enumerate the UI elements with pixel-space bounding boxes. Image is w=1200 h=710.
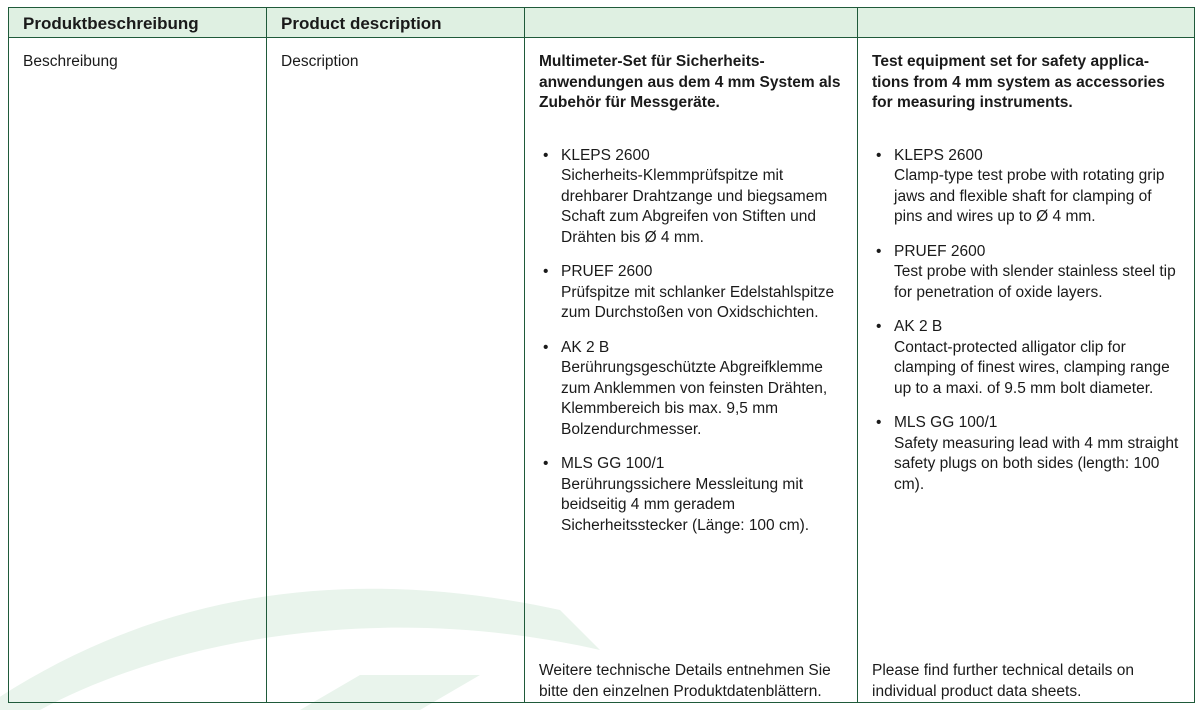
- row-label-en: Description: [267, 38, 525, 703]
- item-list-en: [872, 146, 1180, 496]
- product-spec-table: [8, 7, 1195, 703]
- intro-de: Multimeter-Set für Sicherheits-anwendungen aus dem 4 mm System als Zubehör für Messgeräte.: [539, 53, 841, 111]
- item-description: Berührungsgeschützte Abgreifklemme zum Anklemmen von feinsten Drähten, Klemmbereich bis max. 9,5 mm Bolzendurchmesser.: [561, 359, 828, 438]
- list-item: [872, 146, 1180, 228]
- header-empty-de: [525, 8, 858, 38]
- bullet-icon: •: [876, 242, 882, 260]
- list-item: [872, 413, 1180, 495]
- bullet-icon: •: [876, 414, 882, 431]
- list-item: [539, 338, 843, 441]
- list-item: [539, 146, 843, 249]
- header-product-description: Product description: [267, 8, 525, 38]
- intro-en: Test equipment set for safety applica-tions from 4 mm system as accessories for measuring instruments.: [872, 53, 1165, 111]
- item-name: PRUEF 2600: [561, 263, 653, 280]
- item-name: MLS GG 100/1: [894, 414, 998, 431]
- description-en-cell: [858, 38, 1195, 703]
- header-empty-en: [858, 8, 1195, 38]
- list-item: [539, 262, 843, 324]
- item-name: MLS GG 100/1: [561, 455, 665, 472]
- item-description: Clamp-type test probe with rotating grip jaws and flexible shaft for clamping of pins and wires up to Ø 4 mm.: [894, 167, 1165, 225]
- bullet-icon: •: [543, 263, 549, 280]
- item-description: Contact-protected alligator clip for clamping of finest wires, clamping range up to a maxi. of 9.5 mm bolt diameter.: [894, 338, 1170, 397]
- row-label-de: Beschreibung: [9, 38, 267, 703]
- list-item: [872, 317, 1180, 399]
- list-item: [872, 242, 1180, 304]
- description-row: [9, 38, 1195, 703]
- bullet-icon: •: [876, 146, 882, 164]
- item-name: KLEPS 2600: [894, 146, 983, 164]
- item-name: AK 2 B: [561, 338, 610, 356]
- description-de-cell: [525, 38, 858, 703]
- item-description: Test probe with slender stainless steel tip for penetration of oxide layers.: [894, 263, 1176, 301]
- item-list-de: [539, 146, 843, 537]
- item-description: Prüfspitze mit schlanker Edelstahlspitze zum Durchstoßen von Oxidschichten.: [561, 283, 835, 321]
- item-name: PRUEF 2600: [894, 242, 986, 260]
- item-description: Safety measuring lead with 4 mm straight safety plugs on both sides (length: 100 cm).: [894, 434, 1179, 493]
- list-item: [539, 454, 843, 536]
- footer-note-en: Please find further technical details on individual product data sheets.: [872, 662, 1134, 700]
- item-description: Sicherheits-Klemmprüfspitze mit drehbarer Drahtzange und biegsamem Schaft zum Abgreifen von Stiften und Drähten bis Ø 4 mm.: [561, 167, 828, 246]
- table-header-row: [9, 8, 1195, 38]
- item-description: Berührungssichere Messleitung mit beidseitig 4 mm geradem Sicherheitsstecker (Länge: 100 cm).: [561, 475, 810, 534]
- header-produktbeschreibung: Produktbeschreibung: [9, 8, 267, 38]
- bullet-icon: •: [876, 318, 882, 335]
- bullet-icon: •: [543, 146, 549, 164]
- bullet-icon: •: [543, 338, 549, 356]
- footer-note-de: Weitere technische Details entnehmen Sie bitte den einzelnen Produktdatenblättern.: [539, 662, 831, 700]
- bullet-icon: •: [543, 455, 549, 472]
- item-name: KLEPS 2600: [561, 146, 650, 164]
- item-name: AK 2 B: [894, 318, 943, 335]
